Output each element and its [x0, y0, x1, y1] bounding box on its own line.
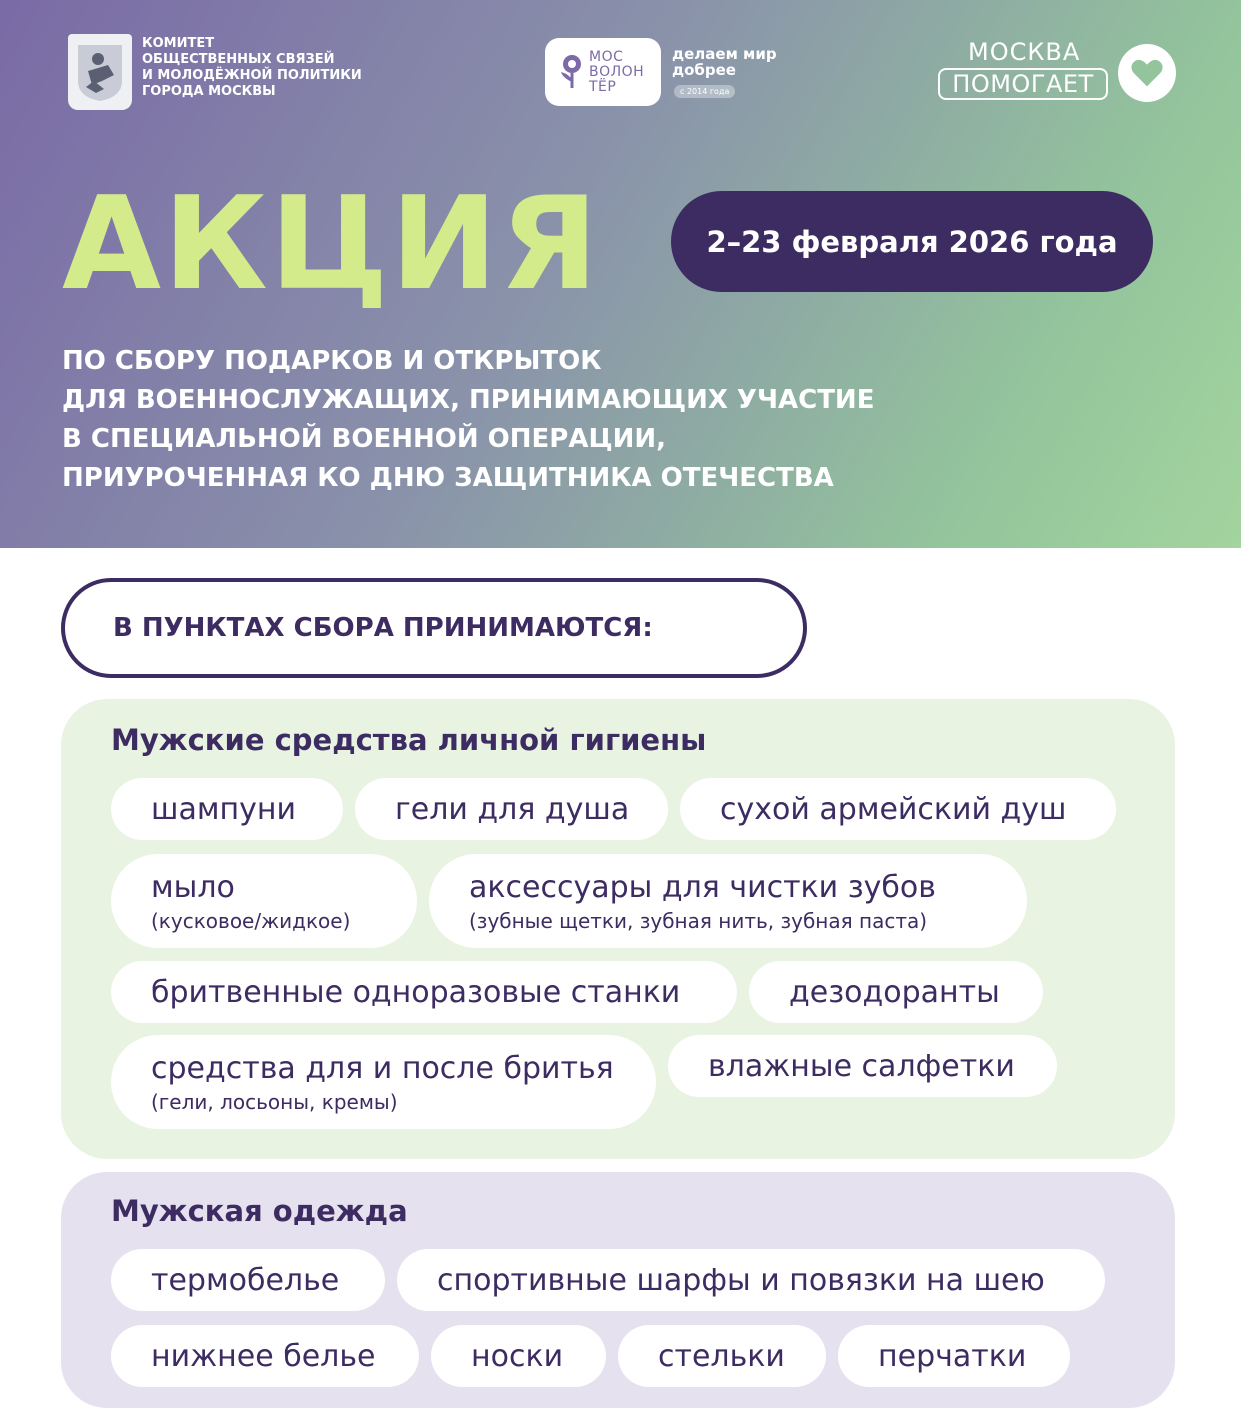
- subtitle-line-4: ПРИУРОЧЕННАЯ КО ДНЮ ЗАЩИТНИКА ОТЕЧЕСТВА: [62, 463, 834, 493]
- item-label: влажные салфетки: [708, 1048, 1015, 1084]
- item-sublabel: (кусковое/жидкое): [151, 908, 351, 933]
- committee-line-4: ГОРОДА МОСКВЫ: [142, 84, 276, 99]
- item-label: аксессуары для чистки зубов: [469, 869, 936, 905]
- date-badge: 2–23 февраля 2026 года: [671, 191, 1153, 292]
- item-chip: [397, 1249, 1105, 1311]
- subtitle-line-3: В СПЕЦИАЛЬНОЙ ВОЕННОЙ ОПЕРАЦИИ,: [62, 424, 666, 454]
- item-chip: [111, 1249, 385, 1311]
- flower-icon: [555, 52, 589, 92]
- heart-icon: [1118, 44, 1176, 102]
- campaign-subtitle: [62, 342, 874, 498]
- mosvol-line-3: ТЁР: [589, 79, 617, 95]
- item-chip: [111, 854, 417, 948]
- mosvol-line-2: ВОЛОН: [589, 64, 645, 80]
- subtitle-line-2: ДЛЯ ВОЕННОСЛУЖАЩИХ, ПРИНИМАЮЩИХ УЧАСТИЕ: [62, 385, 875, 415]
- item-label: спортивные шарфы и повязки на шею: [437, 1262, 1045, 1298]
- committee-line-1: КОМИТЕТ: [142, 36, 215, 51]
- item-chip: [431, 1325, 606, 1387]
- clothing-title: Мужская одежда: [111, 1194, 408, 1228]
- mosvolonter-name: [589, 50, 644, 95]
- clothing-panel: [61, 1172, 1175, 1408]
- item-chip: [680, 778, 1116, 840]
- committee-line-3: И МОЛОДЁЖНОЙ ПОЛИТИКИ: [142, 68, 362, 83]
- item-sublabel: (гели, лосьоны, кремы): [151, 1089, 398, 1114]
- subtitle-line-1: ПО СБОРУ ПОДАРКОВ И ОТКРЫТОК: [62, 346, 602, 376]
- item-chip: [111, 778, 343, 840]
- item-label: бритвенные одноразовые станки: [151, 974, 681, 1010]
- hero-banner: [0, 0, 1241, 548]
- item-chip: [618, 1325, 826, 1387]
- item-label: нижнее белье: [151, 1338, 376, 1374]
- item-chip: [355, 778, 668, 840]
- moscow-coat-of-arms-icon: [68, 34, 132, 110]
- item-chip: [111, 961, 737, 1023]
- item-chip: [429, 854, 1027, 948]
- item-label: сухой армейский душ: [720, 791, 1067, 827]
- committee-line-2: ОБЩЕСТВЕННЫХ СВЯЗЕЙ: [142, 52, 335, 67]
- mosvolonter-slogan: [672, 46, 777, 78]
- slogan-line-2: добрее: [672, 61, 736, 79]
- item-chip: [111, 1035, 656, 1129]
- item-label: дезодоранты: [789, 974, 1000, 1010]
- item-sublabel: (зубные щетки, зубная нить, зубная паста): [469, 908, 928, 933]
- mosvol-line-1: МОС: [589, 49, 624, 65]
- item-label: гели для душа: [395, 791, 630, 827]
- committee-name: [142, 36, 402, 100]
- hygiene-title: Мужские средства личной гигиены: [111, 723, 707, 757]
- moscow-helps-top: МОСКВА: [968, 38, 1081, 66]
- item-label: носки: [471, 1338, 564, 1374]
- page-title: АКЦИЯ: [62, 170, 601, 319]
- item-label: стельки: [658, 1338, 785, 1374]
- slogan-line-1: делаем мир: [672, 45, 777, 63]
- item-label: средства для и после бритья: [151, 1050, 614, 1086]
- item-chip: [668, 1035, 1057, 1097]
- item-label: перчатки: [878, 1338, 1027, 1374]
- item-chip: [838, 1325, 1070, 1387]
- moscow-helps-box: ПОМОГАЕТ: [938, 68, 1108, 100]
- mosvolonter-since-badge: с 2014 года: [674, 85, 735, 98]
- item-label: мыло: [151, 869, 235, 905]
- accepted-items-heading: В ПУНКТАХ СБОРА ПРИНИМАЮТСЯ:: [61, 578, 807, 678]
- item-chip: [111, 1325, 419, 1387]
- mosvolonter-logo: [545, 38, 661, 106]
- item-label: термобелье: [151, 1262, 340, 1298]
- hygiene-panel: [61, 699, 1175, 1159]
- item-chip: [749, 961, 1043, 1023]
- item-label: шампуни: [151, 791, 296, 827]
